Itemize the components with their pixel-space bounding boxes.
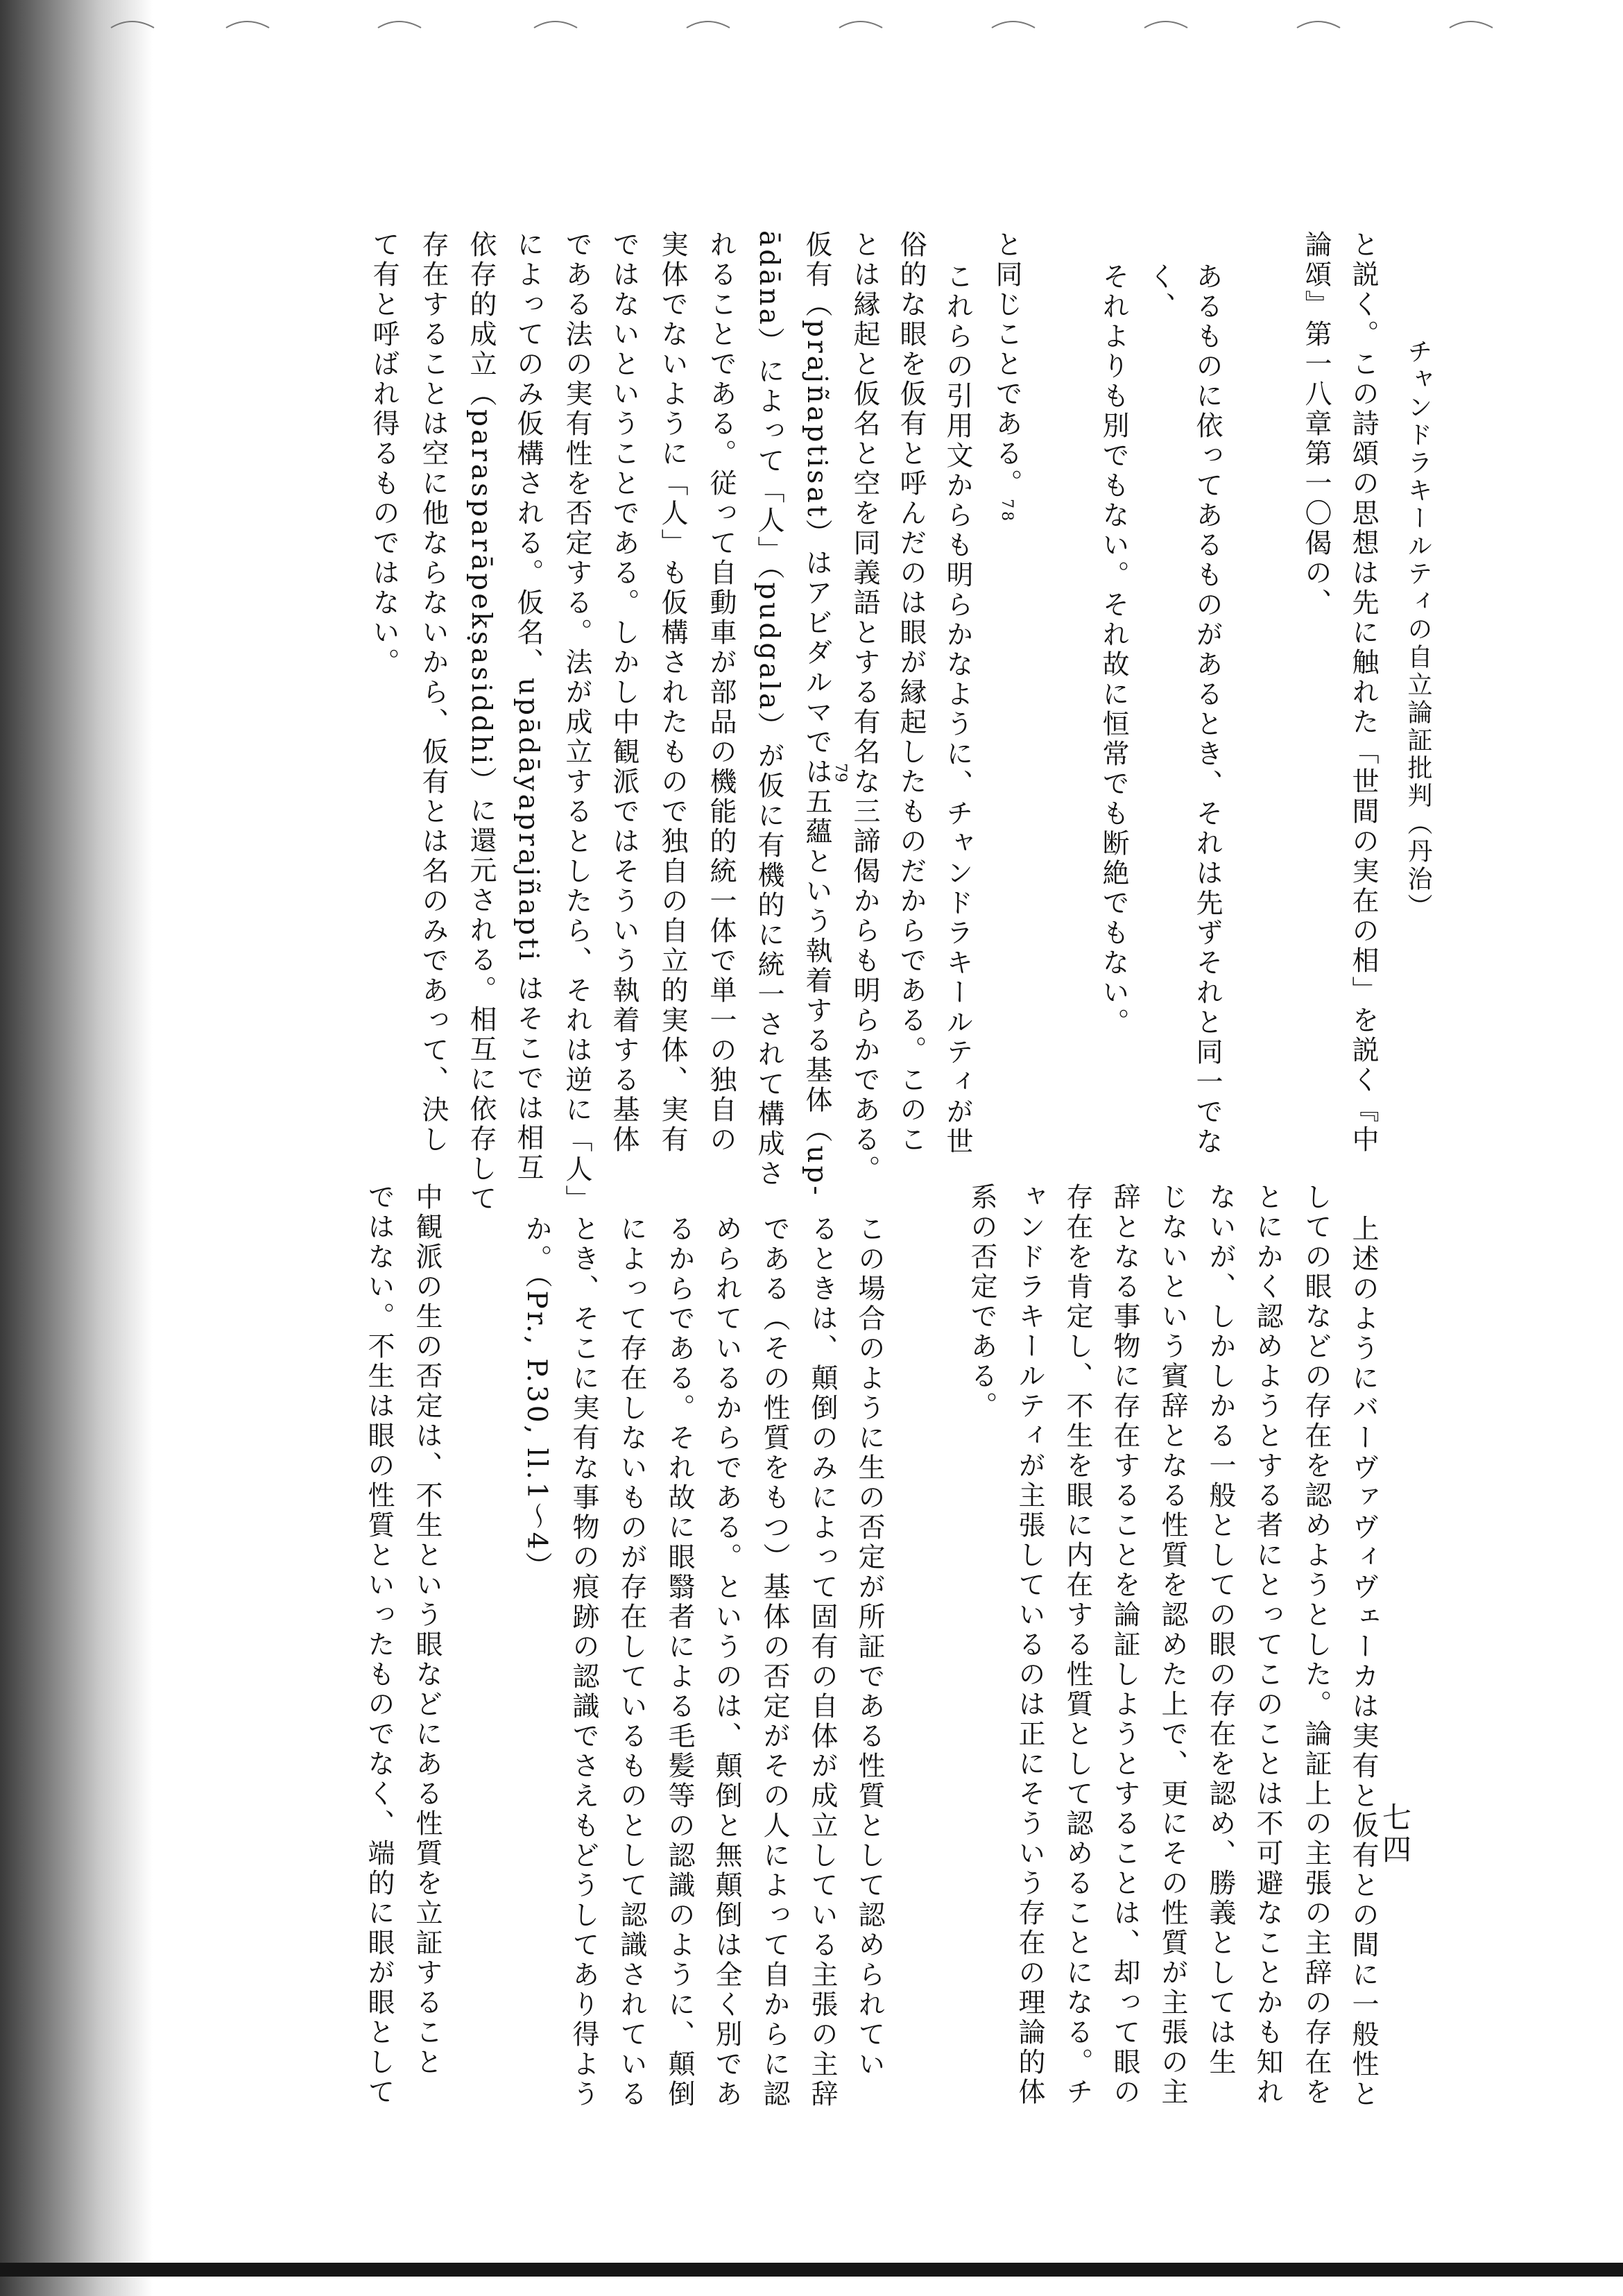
text-column: である法の実有性を否定する。法が成立するとしたら、それは逆に「人」 — [561, 230, 592, 1215]
text-column: ではないということである。しかし中観派ではそういう執着する基体 — [608, 230, 639, 1155]
text-column: るからである。それ故に眼翳者による毛髪等の認識のように、顛倒 — [664, 1215, 695, 2109]
text-column: れることである。従って自動車が部品の機能的統一体で単一の独自の — [705, 230, 737, 1155]
text-column: によって存在しないものが存在しているものとして認識されている — [616, 1215, 647, 2109]
text-column: 中観派の生の否定は、不生という眼などにある性質を立証すること — [411, 1183, 443, 2077]
text-column: 系の否定である。 — [966, 1183, 997, 1421]
text-column: とにかく認めようとする者にとってこのことは不可避なことかも知れ — [1252, 1183, 1283, 2107]
text-column: く、 — [1144, 262, 1176, 322]
scan-edge-marks — [0, 0, 1623, 55]
text-column: 存在を肯定し、不生を眼に内在する性質として認めることになる。チ — [1062, 1183, 1093, 2107]
text-column: て有と呼ばれ得るものではない。 — [368, 230, 400, 678]
text-column: この場合のように生の否定が所証である性質として認められてい — [854, 1215, 885, 2080]
text-column: じないという賓辞となる性質を認めた上で、更にその性質が主張の主 — [1157, 1183, 1188, 2107]
text-column: 存在することは空に他ならないから、仮有とは名のみであって、決し — [418, 230, 449, 1155]
text-column: 俗的な眼を仮有と呼んだのは眼が縁起したものだからである。このこ — [895, 230, 927, 1155]
text-column: ādāna）によって「人」（pudgala）が仮に有機的に統一されて構成さ — [753, 230, 784, 1190]
column-text: と同じことである。 — [991, 230, 1022, 499]
text-column: とは縁起と仮名と空を同義語とする有名な三諦偈からも明らかである。 — [849, 230, 880, 1185]
text-column: しての眼などの存在を認めようとした。論証上の主張の主辞の存在を — [1300, 1183, 1332, 2107]
text-column: ではない。不生は眼の性質といったものでなく、端的に眼が眼として — [363, 1183, 395, 2107]
footnote-marker: 78 — [998, 499, 1015, 524]
text-column: 仮有（prajñaptisat）はアビダルマでは五蘊という執着する基体（up- — [801, 230, 832, 1198]
text-column: 実体でないように「人」も仮構されたもので独自の自立的実体、実有 — [657, 230, 688, 1155]
text-column: 依存的成立（parasparāpekṣasiddhi）に還元される。相互に依存して — [465, 230, 497, 1215]
text-column: 上述のようにバーヴァヴィヴェーカは実有と仮有との間に一般性と — [1348, 1215, 1379, 2109]
text-column: ないが、しかしかる一般としての眼の存在を認め、勝義としては生 — [1205, 1183, 1236, 2077]
text-column: これらの引用文からも明らかなように、チャンドラキールティが世 — [942, 262, 973, 1157]
text-column: められているからである。というのは、顛倒と無顛倒は全く別であ — [711, 1215, 742, 2109]
page-number: 七四 — [1378, 1802, 1412, 1866]
text-column — [993, 230, 1020, 524]
text-column: か。（Pr., P.30, ll.1～4） — [521, 1215, 552, 1582]
text-column: ャンドラキールティが主張しているのは正にそういう存在の理論的体 — [1014, 1183, 1045, 2107]
text-column: と説く。この詩頌の思想は先に触れた「世間の実在の相」を説く『中 — [1348, 230, 1379, 1155]
text-column: それよりも別でもない。それ故に恒常でも断絶でもない。 — [1098, 262, 1129, 1038]
text-column: である（その性質をもつ）基体の否定がその人によって自からに認 — [759, 1215, 790, 2109]
text-column: あるものに依ってあるものがあるとき、それは先ずそれと同一でな — [1192, 262, 1223, 1157]
running-head: チャンドラキールティの自立論証批判（丹治） — [1404, 339, 1432, 921]
text-column: とき、そこに実有な事物の痕跡の認識でさえもどうしてあり得よう — [568, 1215, 599, 2109]
scan-bottom-edge — [0, 2263, 1623, 2277]
text-column: るときは、顛倒のみによって固有の自体が成立している主張の主辞 — [807, 1215, 838, 2109]
text-column: によってのみ仮構される。仮名、upādāyaprajñapti はそこでは相互 — [513, 230, 544, 1183]
scan-shadow — [0, 0, 153, 2296]
text-column: 辞となる事物に存在することを論証しようとすることは、却って眼の — [1109, 1183, 1140, 2107]
footnote-marker: 79 — [832, 763, 849, 782]
text-column: 論頌』第一八章第一〇偈の、 — [1300, 230, 1332, 618]
